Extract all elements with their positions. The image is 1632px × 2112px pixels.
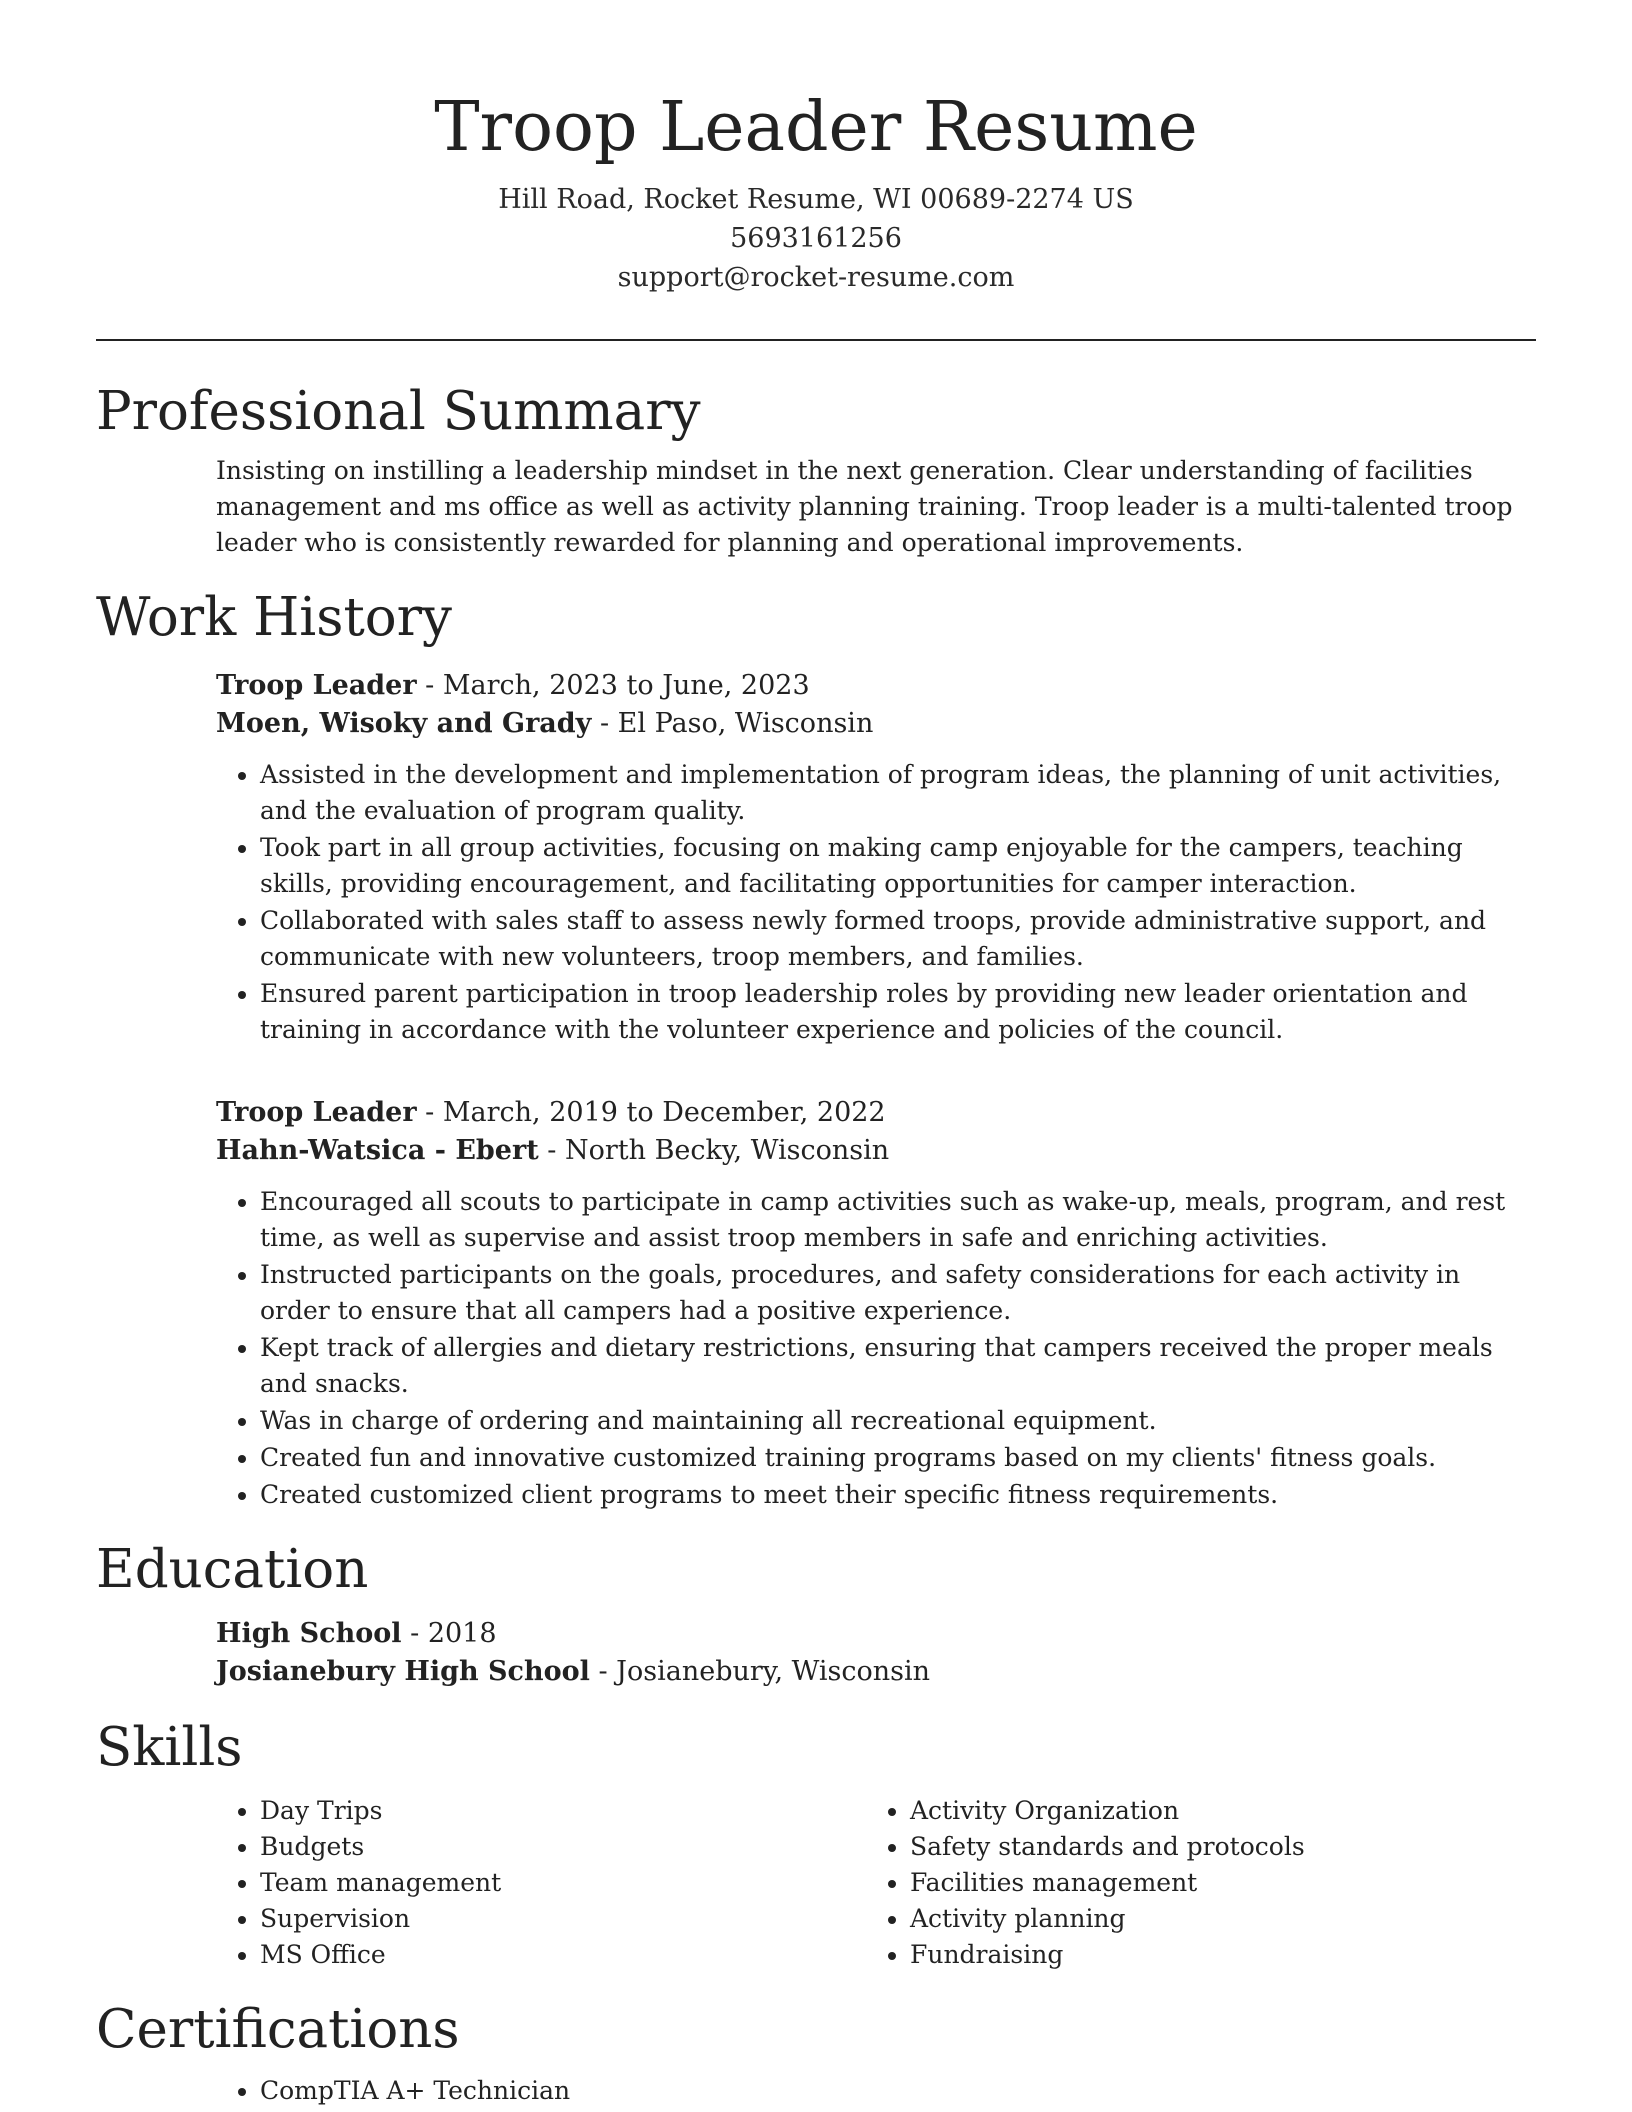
contact-address: Hill Road, Rocket Resume, WI 00689-2274 US — [498, 184, 1134, 215]
work-history-section — [96, 585, 1536, 1513]
education-heading: Education — [96, 1539, 369, 1600]
header-divider — [96, 339, 1536, 341]
job-company-line — [216, 1132, 1536, 1170]
skill-item: • Activity Organization — [910, 1793, 1516, 1829]
job-company-line — [216, 705, 1536, 743]
skills-heading: Skills — [96, 1717, 243, 1778]
job-bullet: • Encouraged all scouts to participate in camp activities such as wake-up, meals, program, and rest time, as well as supervise and assist troop members in safe and enriching activities. — [260, 1184, 1536, 1256]
education-section — [96, 1537, 1536, 1691]
skill-item: • Activity planning — [910, 1901, 1516, 1937]
certifications-list — [216, 2073, 1536, 2109]
work-history-heading: Work History — [96, 587, 452, 648]
education-degree-line — [216, 1615, 1536, 1653]
certifications-heading: Certifications — [96, 1999, 460, 2060]
job-bullet: • Was in charge of ordering and maintaining all recreational equipment. — [260, 1403, 1536, 1439]
job-bullets — [216, 757, 1536, 1048]
job-title-line — [216, 667, 1536, 705]
job-bullet: • Assisted in the development and implementation of program ideas, the planning of unit activities, and the evaluation of program quality. — [260, 757, 1536, 829]
skill-item: • MS Office — [260, 1937, 866, 1973]
education-location: - Josianebury, Wisconsin — [589, 1656, 931, 1687]
summary-text: Insisting on instilling a leadership mindset in the next generation. Clear understanding of facilities management and ms office as well as activity planning training. Troop leader is a multi-talented troop leader who is consistently rewarded for planning and operational improvements. — [216, 456, 1513, 557]
resume-header — [96, 0, 1536, 297]
skill-item: • Facilities management — [910, 1865, 1516, 1901]
job-location: - El Paso, Wisconsin — [591, 708, 874, 739]
skills-list-right — [866, 1793, 1516, 1973]
skill-item: • Team management — [260, 1865, 866, 1901]
job-bullet: • Created fun and innovative customized training programs based on my clients' fitness goals. — [260, 1440, 1536, 1476]
job-bullet: • Collaborated with sales staff to assess newly formed troops, provide administrative support, and communicate with new volunteers, troop members, and families. — [260, 903, 1536, 975]
skill-item: • Safety standards and protocols — [910, 1829, 1516, 1865]
certifications-section — [96, 1997, 1536, 2109]
job-bullet: • Took part in all group activities, focusing on making camp enjoyable for the campers, teaching skills, providing encouragement, and facilitating opportunities for camper interaction. — [260, 830, 1536, 902]
skill-item: • Budgets — [260, 1829, 866, 1865]
certification-item: • CompTIA A+ Technician — [260, 2073, 1536, 2109]
job-entry — [216, 667, 1536, 1048]
resume-page — [96, 0, 1536, 2110]
summary-section — [96, 379, 1536, 561]
job-title-line — [216, 1094, 1536, 1132]
resume-title: Troop Leader Resume — [434, 88, 1198, 167]
education-year: - 2018 — [401, 1618, 497, 1649]
contact-email: support@rocket-resume.com — [617, 262, 1015, 293]
skills-column-left — [216, 1793, 866, 1973]
job-dates: - March, 2023 to June, 2023 — [416, 670, 810, 701]
skill-item: • Day Trips — [260, 1793, 866, 1829]
skills-column-right — [866, 1793, 1516, 1973]
job-dates: - March, 2019 to December, 2022 — [416, 1097, 886, 1128]
contact-block — [96, 180, 1536, 297]
job-position: Troop Leader — [216, 1097, 417, 1128]
skills-list-left — [216, 1793, 866, 1973]
contact-phone: 5693161256 — [730, 223, 902, 254]
job-company: Hahn-Watsica - Ebert — [216, 1135, 539, 1166]
summary-heading: Professional Summary — [96, 381, 701, 442]
job-bullet: • Created customized client programs to meet their specific fitness requirements. — [260, 1477, 1536, 1513]
skill-item: • Supervision — [260, 1901, 866, 1937]
job-bullet: • Kept track of allergies and dietary restrictions, ensuring that campers received the proper meals and snacks. — [260, 1330, 1536, 1402]
skill-item: • Fundraising — [910, 1937, 1516, 1973]
job-bullet: • Instructed participants on the goals, procedures, and safety considerations for each activity in order to ensure that all campers had a positive experience. — [260, 1257, 1536, 1329]
education-school-line — [216, 1653, 1536, 1691]
job-location: - North Becky, Wisconsin — [538, 1135, 890, 1166]
job-bullet: • Ensured parent participation in troop leadership roles by providing new leader orientation and training in accordance with the volunteer experience and policies of the council. — [260, 976, 1536, 1048]
education-school: Josianebury High School — [216, 1656, 590, 1687]
skills-columns — [216, 1793, 1536, 1973]
job-company: Moen, Wisoky and Grady — [216, 708, 592, 739]
skills-section — [96, 1715, 1536, 1973]
job-bullets — [216, 1184, 1536, 1513]
education-degree: High School — [216, 1618, 402, 1649]
job-position: Troop Leader — [216, 670, 417, 701]
job-entry — [216, 1094, 1536, 1513]
